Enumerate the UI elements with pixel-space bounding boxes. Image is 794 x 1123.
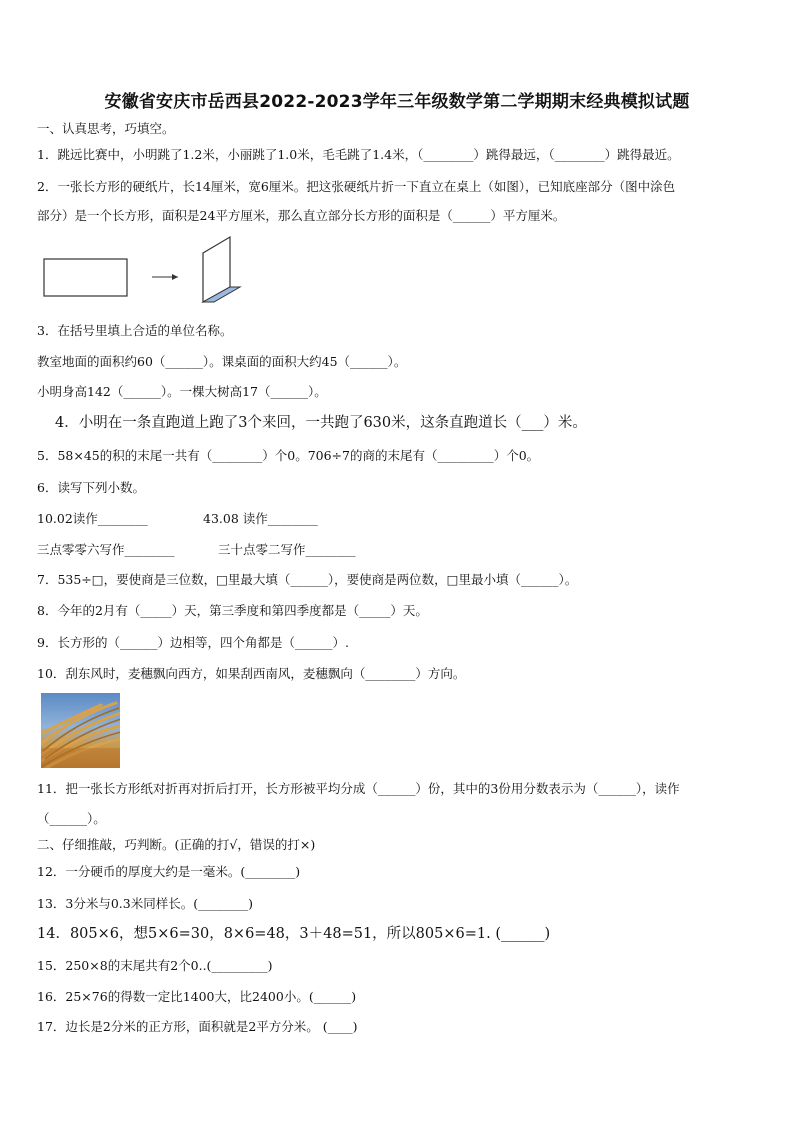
question-6-a2: 43.08 读作________	[203, 511, 318, 526]
question-5: 5．58×45的积的末尾一共有（________）个0。706÷7的商的末尾有（_________）个0。	[37, 448, 540, 463]
question-14: 14．805×6，想5×6=30，8×6=48，3＋48=51，所以805×6=1. (______)	[37, 926, 551, 942]
question-1: 1．跳远比赛中，小明跳了1.2米，小丽跳了1.0米，毛毛跳了1.4米，（________）跳得最远，（________）跳得最近。	[37, 147, 680, 162]
question-13: 13．3分米与0.3米同样长。(________)	[37, 896, 253, 911]
question-16: 16．25×76的得数一定比1400大，比2400小。(______)	[37, 989, 357, 1004]
question-10: 10．刮东风时，麦穗飘向西方，如果刮西南风，麦穗飘向（________）方向。	[37, 666, 466, 681]
question-15: 15．250×8的末尾共有2个0..(_________)	[37, 958, 273, 973]
question-11-line-2: （______）。	[37, 811, 106, 826]
question-2-line-1: 2．一张长方形的硬纸片，长14厘米，宽6厘米。把这张硬纸片折一下直立在桌上（如图），已知底座部分（图中涂色	[37, 179, 676, 194]
question-12: 12．一分硬币的厚度大约是一毫米。(________)	[37, 864, 301, 879]
wheat-photo	[41, 693, 120, 768]
section-2-heading: 二、仔细推敲，巧判断。(正确的打√，错误的打×)	[37, 837, 316, 852]
folded-card-figure	[40, 232, 250, 312]
question-3: 3．在括号里填上合适的单位名称。	[37, 323, 233, 338]
question-6-b2: 三十点零二写作________	[218, 542, 356, 557]
question-9: 9．长方形的（______）边相等，四个角都是（______）.	[37, 635, 349, 650]
question-8: 8．今年的2月有（_____）天，第三季度和第四季度都是（_____）天。	[37, 603, 428, 618]
question-2-line-2: 部分）是一个长方形，面积是24平方厘米，那么直立部分长方形的面积是（______）平方厘米。	[37, 208, 566, 223]
question-11-line-1: 11．把一张长方形纸对折再对折后打开，长方形被平均分成（______）份，其中的3份用分数表示为（______），读作	[37, 781, 680, 796]
question-6-b1: 三点零零六写作________	[37, 542, 175, 557]
question-4: 4．小明在一条直跑道上跑了3个来回，一共跑了630米，这条直跑道长（___）米。	[55, 415, 587, 431]
section-1-heading: 一、认真思考，巧填空。	[37, 121, 175, 136]
question-6-a1: 10.02读作________	[37, 511, 148, 526]
question-3-b: 小明身高142（______）。一棵大树高17（______）。	[37, 384, 327, 399]
page-title: 安徽省安庆市岳西县2022-2023学年三年级数学第二学期期末经典模拟试题	[104, 92, 690, 112]
question-3-a: 教室地面的面积约60（______）。课桌面的面积大约45（______）。	[37, 354, 407, 369]
question-6: 6．读写下列小数。	[37, 480, 145, 495]
question-7: 7．535÷□，要使商是三位数，□里最大填（______），要使商是两位数，□里最小填（______）。	[37, 572, 578, 587]
question-17: 17．边长是2分米的正方形，面积就是2平方分米。 (____)	[37, 1019, 358, 1034]
